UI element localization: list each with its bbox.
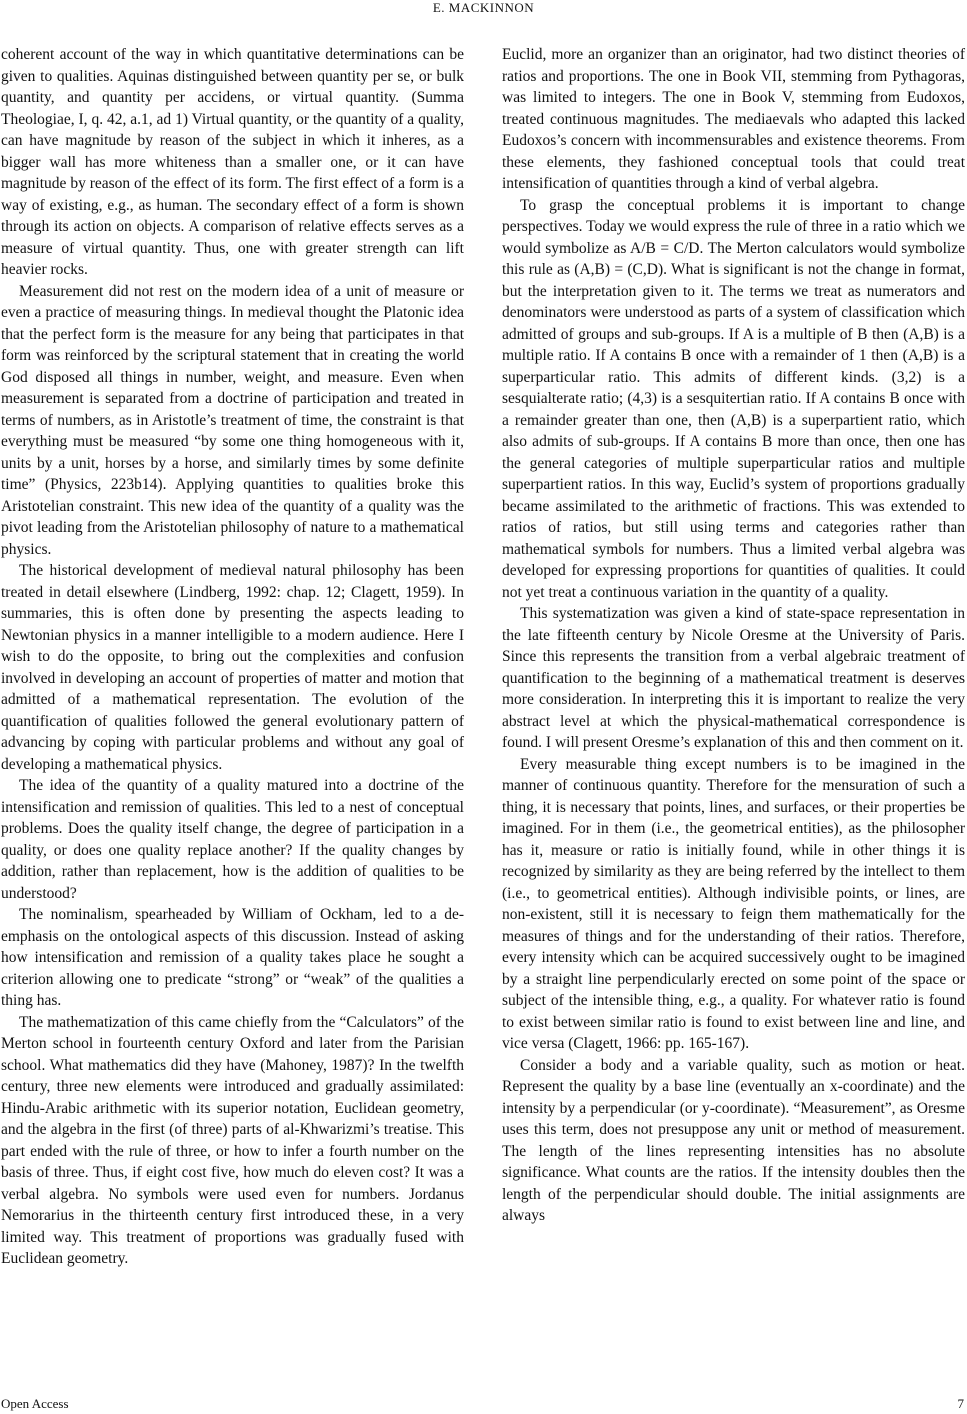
paragraph: Consider a body and a variable quality, such as motion or heat. Represent the quality by a base line (eventually an x-coordinate) and the intensity by a perpendicular (or y-coordinate). “Measurement”, as Oresme uses this term, does not presuppose any unit or method of measurement. The length of the lines representing intensities has no absolute significance. What counts are the ratios. If the intensity doubles then the length of the perpendicular should double. The initial assignments are always [502,1056,965,1224]
footer [0,1396,967,1414]
paragraph: Measurement did not rest on the modern idea of a unit of measure or even a practice of measuring things. In medieval thought the Platonic idea that the perfect form is the measure for any being that participates in that form was reinforced by the scriptural statement that in creating the world God disposed all things in number, weight, and measure. Even when measurement is separated from a doctrine of participation and treated in terms of numbers, as in Aristotle’s treatment of time, the constraint is that everything must be measured “by some one thing homogeneous with it, units by a unit, horses by a horse, and similarly times by some definite time” (Physics, 223b14). Applying quantities to qualities broke this Aristotelian constraint. This new idea of the quantity of a quality was the pivot leading from the Aristotelian philosophy of nature to a mathematical physics. [1,282,464,558]
running-head: E. MACKINNON [432,0,535,15]
left-column [1,44,464,1270]
paragraph: To grasp the conceptual problems it is important to change perspectives. Today we would express the rule of three in a ratio which we would symbolize as A/B = C/D. The Merton calculators would symbolize this rule as (A,B) = (C,D). What is significant is not the change in format, but the interpretation given to it. The terms we treat as numerators and denominators were understood as parts of a system of classification which admitted of groups and sub-groups. If A is a multiple of B then (A,B) is a multiple ratio. If A contains B once with a remainder of 1 then (A,B) is a superparticular ratio. This admits of different kinds. (3,2) is a sesquialterate ratio; (4,3) is a sesquitertian ratio. If A contains B once with a remainder greater than one, then (A,B) is a superpartient ratio, which also admits of sub-groups. If A contains B more than once, then one has the general categories of multiple superparticular ratios and multiple superpartient ratios. In this way, Euclid’s system of proportions gradually became assimilated to the arithmetic of fractions. This was extended to ratios of ratios, but still using terms and categories rather than mathematical symbols for numbers. Thus a limited verbal algebra was developed for expressing proportions for quantities of qualities. It could not yet treat a continuous variation in the quantity of a quality. [502,196,965,601]
right-column [502,44,965,1227]
paragraph: The historical development of medieval natural philosophy has been treated in detail elsewhere (Lindberg, 1992: chap. 12; Clagett, 1959). In summaries, this is often done by presenting the aspects leading to Newtonian physics in a manner intelligible to a modern audience. Here I wish to do the opposite, to bring out the complexities and confusion involved in developing an account of properties of matter and motion that admitted of a mathematical representation. The evolution of the quantification of qualities followed the general evolutionary pattern of advancing by coping with particular problems and without any goal of developing a mathematical physics. [1,562,464,773]
paragraph: coherent account of the way in which quantitative determinations can be given to qualities. Aquinas distinguished between quantity per se, or bulk quantity, and quantity per accidens, or virtual quantity. (Summa Theologiae, I, q. 42, a.1, ad 1) Virtual quantity, or the quantity of a quality, can have magnitude by reason of the subject in which it inheres, as a bigger wall has more whiteness than a smaller one, or it can have magnitude by reason of the effect of its form. The first effect of a form is a way of existing, e.g., as human. The secondary effect of a form is shown through its action on objects. A comparison of relative effects serves as a measure of virtual quantity. Thus, one with greater strength can lift heavier rocks. [1,46,464,278]
paragraph: This systematization was given a kind of state-space representation in the late fifteenth century by Nicole Oresme at the University of Paris. Since this represents the transition from a verbal algebraic treatment of quantification to the beginning of a mathematical treatment is deserves more consideration. In interpreting this it is important to realize the very abstract level at which the physical-mathematical correspondence is found. I will present Oresme’s explanation of this and then comment on it. [502,605,965,751]
paragraph: The nominalism, spearheaded by William of Ockham, led to a de-emphasis on the ontological aspects of this discussion. Instead of asking how intensification and remission of a quality takes place he sought a criterion allowing one to predicate “strong” or “weak” of the qualities a thing has. [1,906,464,1009]
paragraph: Euclid, more an organizer than an originator, had two distinct theories of ratios and proportions. The one in Book VII, stemming from Pythagoras, was limited to integers. The one in Book V, stemming from Eudoxos, treated continuous magnitudes. The mediaevals who adapted this lacked Eudoxos’s concern with incommensurables and existence theorems. From these elements, they fashioned conceptual tools that could treat intensification of quantities through a kind of verbal algebra. [502,46,965,192]
page-number: 7 [957,1396,964,1411]
block-quote: Every measurable thing except numbers is to be imagined in the manner of continuous quantity. Therefore for the mensuration of such a thing, it is necessary that points, lines, and surfaces, or their properties be imagined. For in them (i.e., the geometrical entities), as the philosopher has it, measure or ratio is initially found, while in other things it is recognized by similarity as they are being referred by the intellect to them (i.e., to geometrical entities). Although indivisible points, or lines, are non-existent, still it is necessary to feign them mathematically for the measures of things and for the understanding of their ratios. Therefore, every intensity which can be acquired successively ought to be imagined by a straight line perpendicularly erected on some point of the space or subject of the intensible thing, e.g., a quality. For whatever ratio is found to exist between similar ratio is found to exist between line and line, and vice versa (Clagett, 1966: pp. 165-167). [502,755,965,1052]
footer-label: Open Access [1,1396,69,1411]
paragraph: The mathematization of this came chiefly from the “Calculators” of the Merton school in fourteenth century Oxford and later from the Parisian school. What mathematics did they have (Mahoney, 1987)? In the twelfth century, three new elements were introduced and gradually assimilated: Hindu-Arabic arithmetic with its superior notation, Euclidean geometry, and the algebra in the first (of three) parts of al-Khwarizmi’s treatise. This part ended with the rule of three, or how to infer a fourth number on the basis of three. Thus, if eight cost five, how much do eleven cost? It was a verbal algebra. No symbols were used even for numbers. Jordanus Nemorarius in the thirteenth century first introduced these, in a very limited way. This treatment of proportions was gradually fused with Euclidean geometry. [1,1013,464,1267]
paragraph: The idea of the quantity of a quality matured into a doctrine of the intensification and remission of qualities. This led to a nest of conceptual problems. Does the quality itself change, the degree of participation in a quality, or does one quality replace another? If the quality changes by addition, rather than replacement, how is the addition of qualities to be understood? [1,777,464,902]
